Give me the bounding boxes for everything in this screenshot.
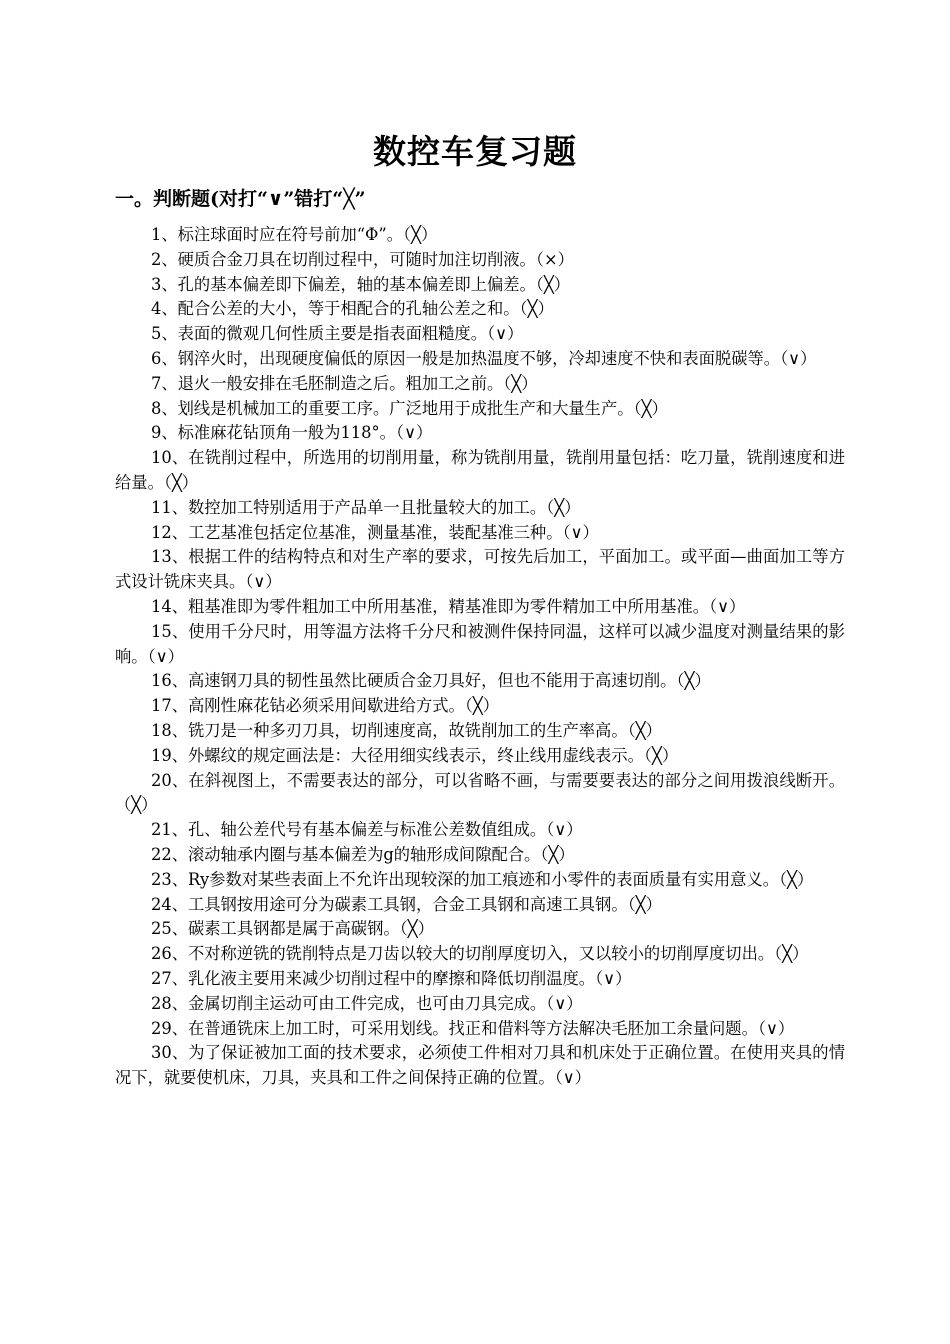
question-item: 28、金属切削主运动可由工件完成，也可由刀具完成。（∨）	[151, 993, 583, 1013]
question-item: 11、数控加工特别适用于产品单一且批量较大的加工。（╳）	[151, 497, 581, 517]
question-item: 4、配合公差的大小，等于相配合的孔轴公差之和。（╳）	[151, 299, 554, 319]
question-item: 17、高刚性麻花钻必须采用间歇进给方式。（╳）	[151, 696, 500, 716]
question-item: 18、铣刀是一种多刃刀具，切削速度高，故铣削加工的生产率高。（╳）	[151, 720, 662, 740]
question-item: 3、孔的基本偏差即下偏差，轴的基本偏差即上偏差。（╳）	[151, 274, 571, 294]
question-item: 24、工具钢按用途可分为碳素工具钢，合金工具钢和高速工具钢。（╳）	[151, 894, 662, 914]
question-item: 20、在斜视图上，不需要表达的部分，可以省略不画，与需要要表达的部分之间用拨浪线断开。（╳）	[115, 770, 845, 815]
question-item: 23、Ry参数对某些表面上不允许出现较深的加工痕迹和小零件的表面质量有实用意义。（╳）	[151, 869, 814, 889]
question-list	[115, 223, 845, 1091]
question-item: 14、粗基准即为零件粗加工中所用基准，精基准即为零件精加工中所用基准。（∨）	[151, 596, 746, 616]
question-item: 22、滚动轴承内圈与基本偏差为g的轴形成间隙配合。（╳）	[151, 844, 575, 864]
question-item: 6、钢淬火时，出现硬度偏低的原因一般是加热温度不够，冷却速度不快和表面脱碳等。（∨）	[151, 348, 817, 368]
question-item: 8、划线是机械加工的重要工序。广泛地用于成批生产和大量生产。（╳）	[151, 398, 668, 418]
question-item: 7、退火一般安排在毛胚制造之后。粗加工之前。（╳）	[151, 373, 538, 393]
question-item: 12、工艺基准包括定位基准，测量基准，装配基准三种。（∨）	[151, 522, 599, 542]
question-item: 1、标注球面时应在符号前加“Φ”。（╳）	[151, 225, 438, 244]
document-title: 数控车复习题	[373, 132, 577, 171]
question-item: 10、在铣削过程中，所选用的切削用量，称为铣削用量，铣削用量包括：吃刀量，铣削速度和进给量。（╳）	[115, 448, 845, 492]
question-item: 19、外螺纹的规定画法是：大径用细实线表示，终止线用虚线表示。（╳）	[151, 745, 679, 765]
question-item: 15、使用千分尺时，用等温方法将千分尺和被测件保持同温，这样可以减少温度对测量结果的影响。（∨）	[115, 621, 845, 666]
question-item: 26、不对称逆铣的铣削特点是刀齿以较大的切削厚度切入，又以较小的切削厚度切出。（╳）	[151, 944, 809, 964]
question-item: 16、高速钢刀具的韧性虽然比硬质合金刀具好，但也不能用于高速切削。（╳）	[151, 671, 711, 691]
question-item: 29、在普通铣床上加工时，可采用划线。找正和借料等方法解决毛胚加工余量问题。（∨）	[151, 1018, 795, 1038]
question-item: 30、为了保证被加工面的技术要求，必须使工件相对刀具和机床处于正确位置。在使用夹具的情况下，就要使机床，刀具，夹具和工件之间保持正确的位置。（∨）	[115, 1043, 845, 1088]
question-item: 25、碳素工具钢都是属于高碳钢。（╳）	[151, 919, 434, 939]
question-item: 9、标准麻花钻顶角一般为118°。（∨）	[151, 423, 433, 443]
question-item: 21、孔、轴公差代号有基本偏差与标准公差数值组成。（∨）	[151, 820, 583, 840]
section-heading: 一。判断题(对打“∨”错打“╳”	[115, 188, 366, 210]
question-item: 5、表面的微观几何性质主要是指表面粗糙度。（∨）	[151, 324, 524, 344]
question-item: 2、硬质合金刀具在切削过程中，可随时加注切削液。（×）	[151, 249, 574, 269]
question-item: 27、乳化液主要用来减少切削过程中的摩擦和降低切削温度。（∨）	[151, 968, 632, 988]
question-item: 13、根据工件的结构特点和对生产率的要求，可按先后加工，平面加工。或平面—曲面加工等方式设计铣床夹具。（∨）	[115, 547, 845, 592]
